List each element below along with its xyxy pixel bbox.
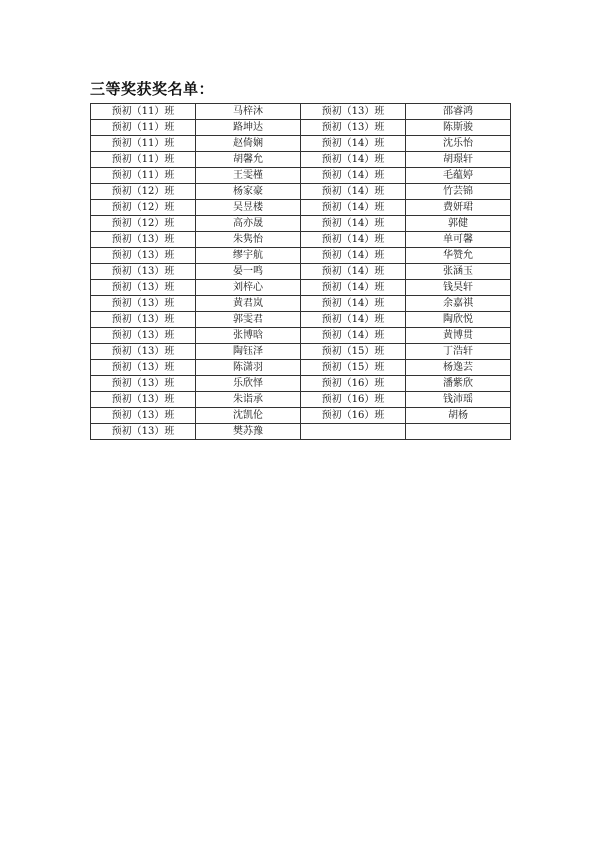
left-name-cell: 张博晗	[196, 328, 301, 344]
table-row	[91, 136, 511, 152]
left-name-cell: 朱诣承	[196, 392, 301, 408]
left-name-cell: 刘梓心	[196, 280, 301, 296]
right-name-cell: 郭健	[406, 216, 511, 232]
left-class-cell: 预初（13）班	[91, 376, 196, 392]
right-name-cell	[406, 424, 511, 440]
left-class-cell: 预初（13）班	[91, 328, 196, 344]
right-class-cell: 预初（14）班	[301, 312, 406, 328]
table-row	[91, 344, 511, 360]
left-class-cell: 预初（12）班	[91, 216, 196, 232]
left-class-cell: 预初（13）班	[91, 312, 196, 328]
right-class-cell: 预初（14）班	[301, 136, 406, 152]
left-class-cell: 预初（11）班	[91, 104, 196, 120]
right-name-cell: 陶欣悦	[406, 312, 511, 328]
left-name-cell: 陶钰泽	[196, 344, 301, 360]
right-class-cell: 预初（14）班	[301, 184, 406, 200]
table-row	[91, 152, 511, 168]
left-class-cell: 预初（13）班	[91, 232, 196, 248]
table-row	[91, 120, 511, 136]
left-name-cell: 高亦晟	[196, 216, 301, 232]
right-name-cell: 竹芸锦	[406, 184, 511, 200]
right-class-cell: 预初（14）班	[301, 296, 406, 312]
right-name-cell: 钱沛瑶	[406, 392, 511, 408]
left-class-cell: 预初（11）班	[91, 152, 196, 168]
table-row	[91, 328, 511, 344]
left-name-cell: 赵倚娴	[196, 136, 301, 152]
left-name-cell: 黄君岚	[196, 296, 301, 312]
right-class-cell: 预初（14）班	[301, 168, 406, 184]
table-row	[91, 264, 511, 280]
table-row	[91, 424, 511, 440]
left-name-cell: 缪宇航	[196, 248, 301, 264]
left-class-cell: 预初（13）班	[91, 344, 196, 360]
right-class-cell: 预初（13）班	[301, 120, 406, 136]
right-name-cell: 张涵玉	[406, 264, 511, 280]
left-class-cell: 预初（11）班	[91, 168, 196, 184]
left-name-cell: 杨家豪	[196, 184, 301, 200]
left-name-cell: 郭雯君	[196, 312, 301, 328]
left-name-cell: 吴昱楼	[196, 200, 301, 216]
right-class-cell: 预初（14）班	[301, 216, 406, 232]
right-name-cell: 邵睿鸿	[406, 104, 511, 120]
right-class-cell: 预初（13）班	[301, 104, 406, 120]
page-title: 三等奖获奖名单：	[90, 80, 215, 98]
right-name-cell: 丁浩轩	[406, 344, 511, 360]
left-class-cell: 预初（13）班	[91, 392, 196, 408]
left-class-cell: 预初（13）班	[91, 408, 196, 424]
left-name-cell: 樊苏豫	[196, 424, 301, 440]
table-row	[91, 296, 511, 312]
table-row	[91, 184, 511, 200]
left-class-cell: 预初（12）班	[91, 184, 196, 200]
left-class-cell: 预初（12）班	[91, 200, 196, 216]
table-row	[91, 200, 511, 216]
right-class-cell: 预初（15）班	[301, 360, 406, 376]
right-class-cell: 预初（16）班	[301, 392, 406, 408]
left-class-cell: 预初（11）班	[91, 136, 196, 152]
right-name-cell: 胡璟轩	[406, 152, 511, 168]
right-name-cell: 黄博贯	[406, 328, 511, 344]
left-name-cell: 马梓沐	[196, 104, 301, 120]
award-table	[90, 103, 511, 440]
table-row	[91, 216, 511, 232]
right-name-cell: 胡杨	[406, 408, 511, 424]
right-name-cell: 钱昊轩	[406, 280, 511, 296]
left-class-cell: 预初（13）班	[91, 296, 196, 312]
right-name-cell: 余嘉祺	[406, 296, 511, 312]
right-class-cell: 预初（14）班	[301, 200, 406, 216]
table-row	[91, 232, 511, 248]
right-name-cell: 费妍珺	[406, 200, 511, 216]
table-row	[91, 408, 511, 424]
right-name-cell: 华赞允	[406, 248, 511, 264]
right-class-cell: 预初（14）班	[301, 232, 406, 248]
table-row	[91, 360, 511, 376]
table-row	[91, 248, 511, 264]
right-name-cell: 杨逸芸	[406, 360, 511, 376]
right-class-cell: 预初（15）班	[301, 344, 406, 360]
table-row	[91, 312, 511, 328]
left-class-cell: 预初（13）班	[91, 264, 196, 280]
left-name-cell: 王雯槿	[196, 168, 301, 184]
left-name-cell: 胡馨允	[196, 152, 301, 168]
right-class-cell: 预初（16）班	[301, 376, 406, 392]
table-row	[91, 392, 511, 408]
right-name-cell: 潘紫欣	[406, 376, 511, 392]
right-class-cell: 预初（16）班	[301, 408, 406, 424]
left-class-cell: 预初（11）班	[91, 120, 196, 136]
left-name-cell: 朱隽怡	[196, 232, 301, 248]
table-row	[91, 280, 511, 296]
left-name-cell: 晏一鸣	[196, 264, 301, 280]
left-class-cell: 预初（13）班	[91, 280, 196, 296]
left-name-cell: 路坤达	[196, 120, 301, 136]
right-name-cell: 沈乐怡	[406, 136, 511, 152]
left-class-cell: 预初（13）班	[91, 424, 196, 440]
right-class-cell: 预初（14）班	[301, 264, 406, 280]
left-class-cell: 预初（13）班	[91, 360, 196, 376]
right-class-cell: 预初（14）班	[301, 152, 406, 168]
left-name-cell: 乐欣怿	[196, 376, 301, 392]
left-class-cell: 预初（13）班	[91, 248, 196, 264]
table-row	[91, 376, 511, 392]
right-class-cell: 预初（14）班	[301, 280, 406, 296]
right-name-cell: 单可馨	[406, 232, 511, 248]
left-name-cell: 沈凯伦	[196, 408, 301, 424]
left-name-cell: 陈潇羽	[196, 360, 301, 376]
right-class-cell: 预初（14）班	[301, 328, 406, 344]
right-name-cell: 陈斯骏	[406, 120, 511, 136]
table-row	[91, 168, 511, 184]
award-table-body	[91, 104, 511, 440]
right-name-cell: 毛蕴婷	[406, 168, 511, 184]
right-class-cell: 预初（14）班	[301, 248, 406, 264]
table-row	[91, 104, 511, 120]
right-class-cell	[301, 424, 406, 440]
